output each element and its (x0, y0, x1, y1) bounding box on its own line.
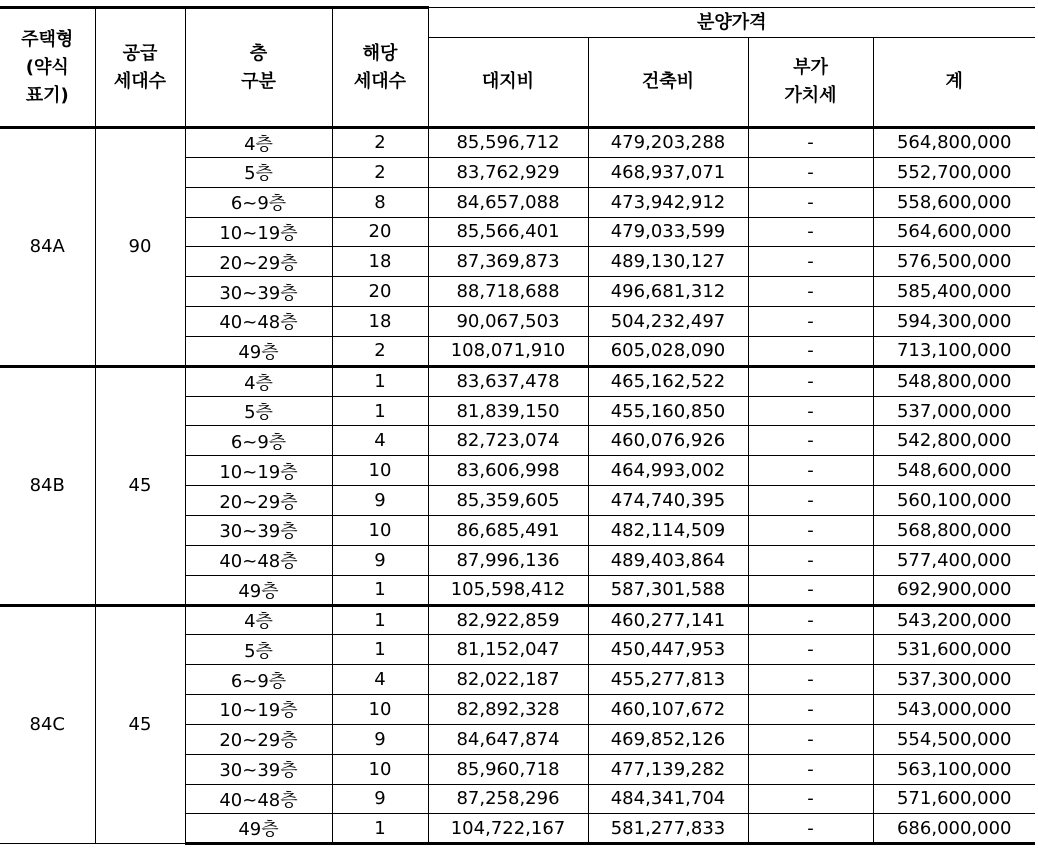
units-cell: 18 (332, 307, 428, 337)
floor-cell: 20~29층 (185, 486, 332, 516)
land-cell: 108,071,910 (428, 336, 588, 366)
vat-cell: - (748, 366, 873, 396)
vat-cell: - (748, 456, 873, 486)
total-cell: 576,500,000 (873, 247, 1035, 277)
vat-cell: - (748, 605, 873, 635)
floor-cell: 20~29층 (185, 724, 332, 754)
vat-cell: - (748, 545, 873, 575)
units-cell: 1 (332, 396, 428, 426)
building-cell: 605,028,090 (588, 336, 748, 366)
building-cell: 489,130,127 (588, 247, 748, 277)
floor-cell: 49층 (185, 575, 332, 605)
units-cell: 1 (332, 814, 428, 844)
type-cell: 84A (0, 128, 95, 367)
floor-cell: 30~39층 (185, 277, 332, 307)
vat-cell: - (748, 396, 873, 426)
building-cell: 450,447,953 (588, 635, 748, 665)
vat-cell: - (748, 754, 873, 784)
land-cell: 82,022,187 (428, 665, 588, 695)
floor-cell: 30~39층 (185, 515, 332, 545)
vat-cell: - (748, 814, 873, 844)
units-cell: 1 (332, 366, 428, 396)
vat-cell: - (748, 128, 873, 158)
floor-cell: 20~29층 (185, 247, 332, 277)
vat-cell: - (748, 336, 873, 366)
floor-cell: 40~48층 (185, 307, 332, 337)
units-cell: 9 (332, 545, 428, 575)
header-building: 건축비 (588, 38, 748, 128)
vat-cell: - (748, 515, 873, 545)
building-cell: 496,681,312 (588, 277, 748, 307)
land-cell: 85,960,718 (428, 754, 588, 784)
floor-cell: 10~19층 (185, 217, 332, 247)
floor-cell: 40~48층 (185, 545, 332, 575)
land-cell: 83,762,929 (428, 157, 588, 187)
units-cell: 1 (332, 635, 428, 665)
building-cell: 479,033,599 (588, 217, 748, 247)
units-cell: 4 (332, 665, 428, 695)
total-cell: 552,700,000 (873, 157, 1035, 187)
total-cell: 568,800,000 (873, 515, 1035, 545)
floor-cell: 40~48층 (185, 784, 332, 814)
land-cell: 82,892,328 (428, 695, 588, 725)
building-cell: 460,076,926 (588, 426, 748, 456)
floor-cell: 4층 (185, 605, 332, 635)
floor-cell: 30~39층 (185, 754, 332, 784)
units-cell: 2 (332, 157, 428, 187)
land-cell: 90,067,503 (428, 307, 588, 337)
building-cell: 587,301,588 (588, 575, 748, 605)
floor-cell: 4층 (185, 128, 332, 158)
total-cell: 585,400,000 (873, 277, 1035, 307)
building-cell: 455,160,850 (588, 396, 748, 426)
vat-cell: - (748, 665, 873, 695)
vat-cell: - (748, 575, 873, 605)
land-cell: 85,359,605 (428, 486, 588, 516)
table-row (0, 605, 1035, 635)
supply-units-cell: 45 (95, 366, 185, 605)
building-cell: 460,277,141 (588, 605, 748, 635)
total-cell: 564,800,000 (873, 128, 1035, 158)
units-cell: 2 (332, 128, 428, 158)
building-cell: 489,403,864 (588, 545, 748, 575)
land-cell: 84,647,874 (428, 724, 588, 754)
land-cell: 88,718,688 (428, 277, 588, 307)
units-cell: 9 (332, 784, 428, 814)
building-cell: 468,937,071 (588, 157, 748, 187)
building-cell: 482,114,509 (588, 515, 748, 545)
building-cell: 469,852,126 (588, 724, 748, 754)
building-cell: 464,993,002 (588, 456, 748, 486)
units-cell: 10 (332, 456, 428, 486)
header-floor: 층 구분 (185, 8, 332, 128)
table-row (0, 366, 1035, 396)
units-cell: 4 (332, 426, 428, 456)
header-land: 대지비 (428, 38, 588, 128)
total-cell: 713,100,000 (873, 336, 1035, 366)
total-cell: 692,900,000 (873, 575, 1035, 605)
land-cell: 87,258,296 (428, 784, 588, 814)
building-cell: 479,203,288 (588, 128, 748, 158)
floor-cell: 49층 (185, 336, 332, 366)
total-cell: 577,400,000 (873, 545, 1035, 575)
supply-units-cell: 90 (95, 128, 185, 367)
floor-cell: 10~19층 (185, 456, 332, 486)
vat-cell: - (748, 784, 873, 814)
land-cell: 83,606,998 (428, 456, 588, 486)
floor-cell: 6~9층 (185, 665, 332, 695)
floor-cell: 4층 (185, 366, 332, 396)
vat-cell: - (748, 217, 873, 247)
total-cell: 554,500,000 (873, 724, 1035, 754)
units-cell: 10 (332, 754, 428, 784)
land-cell: 86,685,491 (428, 515, 588, 545)
vat-cell: - (748, 695, 873, 725)
total-cell: 537,000,000 (873, 396, 1035, 426)
total-cell: 686,000,000 (873, 814, 1035, 844)
header-supply-units: 공급 세대수 (95, 8, 185, 128)
land-cell: 82,922,859 (428, 605, 588, 635)
vat-cell: - (748, 724, 873, 754)
floor-cell: 6~9층 (185, 187, 332, 217)
building-cell: 460,107,672 (588, 695, 748, 725)
units-cell: 18 (332, 247, 428, 277)
total-cell: 594,300,000 (873, 307, 1035, 337)
units-cell: 8 (332, 187, 428, 217)
floor-cell: 5층 (185, 157, 332, 187)
land-cell: 104,722,167 (428, 814, 588, 844)
units-cell: 20 (332, 217, 428, 247)
total-cell: 537,300,000 (873, 665, 1035, 695)
land-cell: 81,839,150 (428, 396, 588, 426)
building-cell: 474,740,395 (588, 486, 748, 516)
units-cell: 20 (332, 277, 428, 307)
vat-cell: - (748, 277, 873, 307)
building-cell: 477,139,282 (588, 754, 748, 784)
total-cell: 543,200,000 (873, 605, 1035, 635)
land-cell: 81,152,047 (428, 635, 588, 665)
vat-cell: - (748, 307, 873, 337)
vat-cell: - (748, 635, 873, 665)
total-cell: 543,000,000 (873, 695, 1035, 725)
vat-cell: - (748, 247, 873, 277)
land-cell: 87,996,136 (428, 545, 588, 575)
units-cell: 9 (332, 486, 428, 516)
land-cell: 85,596,712 (428, 128, 588, 158)
header-total: 계 (873, 38, 1035, 128)
total-cell: 548,800,000 (873, 366, 1035, 396)
building-cell: 504,232,497 (588, 307, 748, 337)
total-cell: 563,100,000 (873, 754, 1035, 784)
building-cell: 473,942,912 (588, 187, 748, 217)
type-cell: 84B (0, 366, 95, 605)
land-cell: 105,598,412 (428, 575, 588, 605)
vat-cell: - (748, 426, 873, 456)
header-price-group: 분양가격 (428, 8, 1035, 38)
price-table (0, 6, 1035, 845)
type-cell: 84C (0, 605, 95, 844)
total-cell: 564,600,000 (873, 217, 1035, 247)
building-cell: 455,277,813 (588, 665, 748, 695)
vat-cell: - (748, 157, 873, 187)
units-cell: 1 (332, 575, 428, 605)
land-cell: 87,369,873 (428, 247, 588, 277)
floor-cell: 5층 (185, 635, 332, 665)
land-cell: 83,637,478 (428, 366, 588, 396)
total-cell: 531,600,000 (873, 635, 1035, 665)
vat-cell: - (748, 187, 873, 217)
units-cell: 1 (332, 605, 428, 635)
building-cell: 465,162,522 (588, 366, 748, 396)
table-body (0, 128, 1035, 844)
total-cell: 560,100,000 (873, 486, 1035, 516)
header-vat: 부가 가치세 (748, 38, 873, 128)
vat-cell: - (748, 486, 873, 516)
floor-cell: 10~19층 (185, 695, 332, 725)
land-cell: 85,566,401 (428, 217, 588, 247)
total-cell: 558,600,000 (873, 187, 1035, 217)
units-cell: 10 (332, 695, 428, 725)
header-type: 주택형 (약식 표기) (0, 8, 95, 128)
land-cell: 82,723,074 (428, 426, 588, 456)
units-cell: 10 (332, 515, 428, 545)
header-units: 해당 세대수 (332, 8, 428, 128)
building-cell: 484,341,704 (588, 784, 748, 814)
total-cell: 548,600,000 (873, 456, 1035, 486)
units-cell: 9 (332, 724, 428, 754)
table-row (0, 128, 1035, 158)
units-cell: 2 (332, 336, 428, 366)
land-cell: 84,657,088 (428, 187, 588, 217)
floor-cell: 49층 (185, 814, 332, 844)
floor-cell: 5층 (185, 396, 332, 426)
total-cell: 571,600,000 (873, 784, 1035, 814)
supply-units-cell: 45 (95, 605, 185, 844)
total-cell: 542,800,000 (873, 426, 1035, 456)
floor-cell: 6~9층 (185, 426, 332, 456)
building-cell: 581,277,833 (588, 814, 748, 844)
